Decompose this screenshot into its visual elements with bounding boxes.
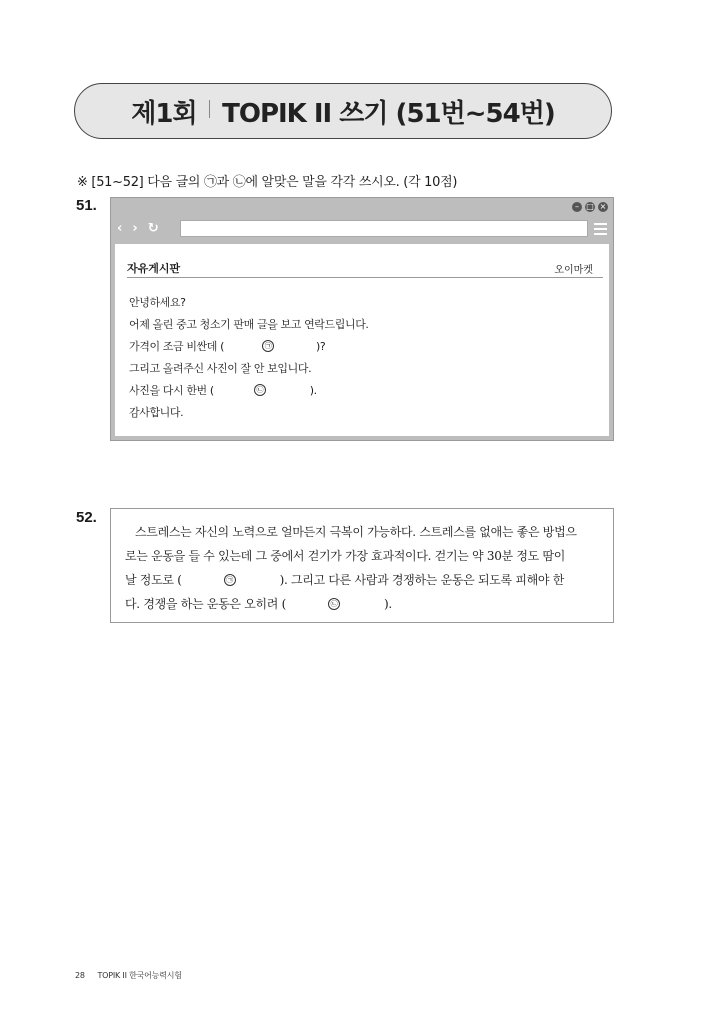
address-bar[interactable]	[180, 220, 588, 237]
passage-line: 날 정도로 ( ㉠ ). 그리고 다른 사람과 경쟁하는 운동은 되도록 피해야 한	[125, 573, 565, 587]
blank-marker-b: ㉡	[254, 384, 266, 396]
message-line: 가격이 조금 비싼데 ( ㉠ )?	[129, 340, 326, 353]
board-title: 자유게시판	[127, 262, 181, 275]
instruction-text: ※ [51~52] 다음 글의 ㉠과 ㉡에 알맞은 말을 각각 쓰시오. (각 10점)	[77, 175, 458, 190]
blank-marker-a: ㉠	[224, 574, 236, 586]
back-icon[interactable]: ‹	[117, 221, 123, 236]
title-banner	[74, 83, 612, 139]
close-icon[interactable]: ×	[599, 202, 607, 211]
message-line: 그리고 올려주신 사진이 잘 안 보입니다.	[129, 362, 312, 375]
title-round: 제1회	[131, 98, 197, 129]
title-subject: TOPIK II 쓰기 (51번~54번)	[222, 98, 555, 129]
book-title: TOPIK II 한국어능력시험	[97, 971, 182, 980]
hamburger-menu-icon[interactable]	[594, 223, 607, 238]
board-content	[115, 244, 609, 436]
browser-window	[110, 197, 614, 441]
title-separator	[209, 100, 211, 118]
passage-line: 로는 운동을 들 수 있는데 그 중에서 걷기가 가장 효과적이다. 걷기는 약 30분 정도 땀이	[125, 549, 566, 563]
board-user: 오이마켓	[554, 265, 593, 276]
window-controls	[572, 202, 608, 212]
question-number-51: 51.	[76, 197, 97, 214]
forward-icon[interactable]: ›	[132, 221, 138, 236]
passage-line: 다. 경쟁을 하는 운동은 오히려 ( ㉡ ).	[125, 597, 392, 611]
blank-marker-b: ㉡	[328, 598, 340, 610]
blank-marker-a: ㉠	[262, 340, 274, 352]
page-number: 28	[75, 971, 85, 980]
minimize-icon[interactable]: –	[572, 202, 582, 212]
question-number-52: 52.	[76, 509, 97, 526]
message-line: 어제 올린 중고 청소기 판매 글을 보고 연락드립니다.	[129, 318, 369, 331]
message-line: 감사합니다.	[129, 406, 184, 419]
passage-line: 스트레스는 자신의 노력으로 얼마든지 극복이 가능하다. 스트레스를 없애는 좋은 방법으	[135, 525, 577, 539]
message-line: 사진을 다시 한번 ( ㉡ ).	[129, 384, 317, 397]
board-divider	[127, 277, 603, 278]
reload-icon[interactable]: ↻	[147, 221, 159, 236]
maximize-icon[interactable]: □	[586, 202, 594, 211]
page-footer	[75, 970, 182, 981]
passage-box	[110, 508, 614, 623]
message-line: 안녕하세요?	[129, 296, 186, 309]
browser-nav	[117, 221, 159, 236]
